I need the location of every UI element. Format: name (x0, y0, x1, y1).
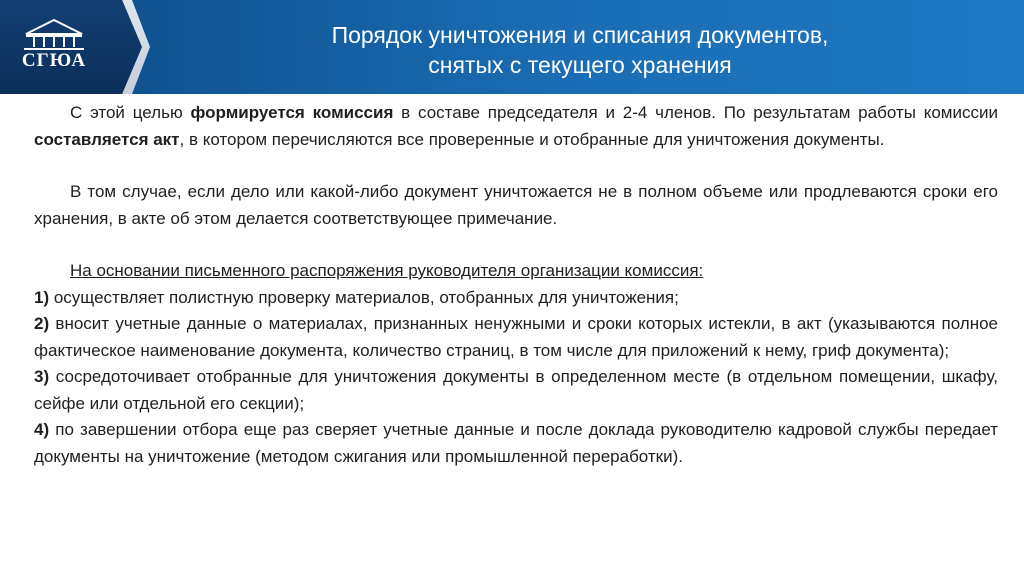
spacer (34, 232, 998, 258)
list-item-text: вносит учетные данные о материалах, признанных ненужными и сроки которых истекли, в акт (указываются полное фактическое наименование документа, количество страниц, в том числе для приложений к нему, гриф документа); (34, 314, 998, 360)
slide-header (0, 0, 1024, 94)
paragraph-text: в составе председателя и 2-4 членов. По результатам работы комиссии (393, 103, 998, 122)
list-item-number: 2) (34, 314, 50, 333)
paragraph-partial-destruction: В том случае, если дело или какой-либо документ уничтожается не в полном объеме или продлеваются сроки его хранения, в акте об этом делается соответствующее примечание. (34, 182, 998, 228)
list-item (34, 417, 998, 470)
list-item (34, 311, 998, 364)
list-item-number: 1) (34, 287, 50, 307)
list-heading-text: На основании письменного распоряжения руководителя организации комиссия: (70, 261, 704, 280)
bold-phrase: формируется комиссия (190, 103, 394, 122)
paragraph-text: С этой целью (70, 103, 191, 122)
title-line-2: снятых с текущего хранения (428, 52, 732, 78)
list-item-text: осуществляет полистную проверку материалов, отобранных для уничтожения; (49, 287, 679, 307)
university-logo (12, 16, 96, 78)
page-title (150, 20, 1010, 80)
list-item-text: сосредоточивает отобранные для уничтожения документы в определенном месте (в отдельном помещении, шкафу, сейфе или отдельной его секции); (34, 367, 998, 413)
paragraph-text: , в котором перечисляются все проверенные и отобранные для уничтожения документы. (179, 129, 885, 149)
list-item-number: 3) (34, 367, 50, 386)
list-heading (34, 258, 998, 285)
list-item-number: 4) (34, 420, 50, 439)
building-icon (12, 16, 96, 52)
slide-body (34, 100, 998, 470)
paragraph-commission (34, 100, 998, 153)
title-line-1: Порядок уничтожения и списания документов, (331, 22, 829, 48)
list-item-text: по завершении отбора еще раз сверяет учетные данные и после доклада руководителю кадровой службы передает документы на уничтожение (методом сжигания или промышленной переработки). (34, 420, 998, 466)
spacer (34, 153, 998, 179)
logo-text: СГЮА (21, 50, 87, 71)
list-item (34, 364, 998, 417)
bold-phrase: составляется акт (34, 129, 180, 149)
list-item (34, 285, 998, 312)
